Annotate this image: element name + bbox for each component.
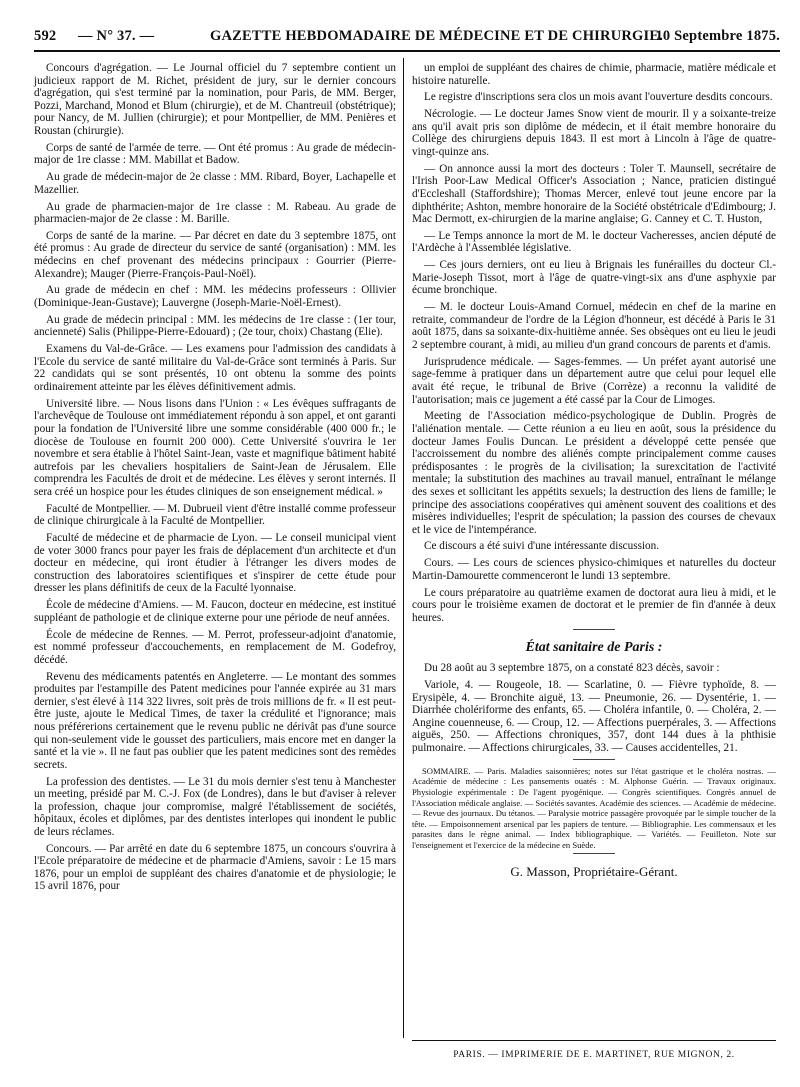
column-divider [403,58,404,1038]
paragraph: Corps de santé de l'armée de terre. — Ont été promus : Au grade de médecin-major de 1re classe : MM. Mabillat et Badow. [34,141,396,167]
separator [573,853,615,854]
etat-sanitaire-intro: Du 28 août au 3 septembre 1875, on a constaté 823 décès, savoir : [424,662,720,675]
paragraph: École de médecine de Rennes. — M. Perrot, professeur-adjoint d'anatomie, est nommé professeur d'accouchements, en remplacement de M. Godefroy, décédé. [34,628,396,666]
left-column [34,62,396,897]
printer-footer: PARIS. — IMPRIMERIE DE E. MARTINET, RUE MIGNON, 2. [453,1050,735,1060]
paragraph: — On annonce aussi la mort des docteurs : Toler T. Maunsell, secrétaire de l'Irish Poor-Law Medical Officer's Association ; Nance, praticien distingué d'Eccleshall (Staffordshire); Thomas Mercer, enlevé tout jeune encore par la diphthérite; Ashton, membre honoraire de la Société obstétricale d'Edimbourg; J. Mac Dermott, ex-chirurgien de la marine anglaise; G. Canney et C. T. Huston, [412,162,776,226]
right-column [412,62,776,879]
journal-title: GAZETTE HEBDOMADAIRE DE MÉDECINE ET DE CHIRURGIE. [210,28,664,44]
paragraph: Au grade de médecin principal : MM. les médecins de 1re classe : (1er tour, ancienneté) Salis (Philippe-Pierre-Edouard) ; (2e tour, choix) Chastang (Elie). [34,313,396,339]
paragraph: Concours d'agrégation. — Le Journal officiel du 7 septembre contient un judicieux rapport de M. Richet, président de jury, sur le dernier concours d'agrégation, qui s'est terminé par la nomination, pour Paris, de MM. Berger, Pozzi, Marchand, Monod et Blum (chirurgie), et de M. Chantreuil (obstétrique); pour Nancy, de M. Jullien (chirurgie); et pour Montpellier, de MM. Penières et Roustan (chirurgie). [34,62,396,137]
etat-sanitaire-body: Variole, 4. — Rougeole, 18. — Scarlatine, 0. — Fièvre typhoïde, 8. — Erysipèle, 4. — Bronchite aiguë, 13. — Pneumonie, 26. — Dysentérie, 1. — Diarrhée cholériforme des enfants, 65. — Choléra infantile, 0. — Choléra, 2. — Angine couenneuse, 6. — Croup, 12. — Affections puerpérales, 3. — Affections aiguës, 250. — Affections chroniques, 357, dont 144 dues à la phthisie pulmonaire. — Affections chirurgicales, 33. — Causes accidentelles, 21. [412,678,776,754]
paragraph: Jurisprudence médicale. — Sages-femmes. — Un préfet ayant autorisé une sage-femme à pratiquer dans un département autre que celui pour lequel elle avait été reçue, le tribunal de Brive (Corrèze) a reconnu la validité de l'autorisation; mais ce jugement a été cassé par la Cour de Limoges. [412,355,776,406]
paragraph: Le cours préparatoire au quatrième examen de doctorat aura lieu à midi, et le cours pour le troisième examen de doctorat et le premier de fin d'année à deux heures. [412,586,776,624]
separator [573,629,615,630]
paragraph: Université libre. — Nous lisons dans l'Union : « Les évêques suffragants de l'archevêque de Toulouse ont immédiatement répondu à son appel, et ont garanti pour la fondation de l'Université libre une somme considérable (400 000 fr.; le diocèse de Toulouse en fournit 200 000). Cette Université s'ouvrira le 1er novembre et sera établie à l'hôtel Saint-Jean, vaste et magnifique bâtiment habité autrefois par les chevaliers hospitaliers de Saint-Jean de Jérusalem. Elle comprendra les Facultés de droit et de médecine. Les élèves y seront internés. Il sera créé un hospice pour les études cliniques de son enseignement médical. » [34,397,396,498]
issue-date: 10 Septembre 1875. [655,28,780,44]
paragraph: Faculté de médecine et de pharmacie de Lyon. — Le conseil municipal vient de voter 3000 francs pour payer les frais de déplacement d'un architecte et d'un docteur en médecine, qui iront étudier à l'étranger les divers modes de construction des laboratoires scientifiques et s'inspirer de cette étude pour dresser les plans définitifs de ceux de la Faculté lyonnaise. [34,532,396,595]
paragraph: — Ces jours derniers, ont eu lieu à Brignais les funérailles du docteur Cl.-Marie-Joseph Tissot, mort à l'âge de quatre-vingt-six ans d'une asphyxie par écume bronchique. [412,259,776,297]
paragraph: Cours. — Les cours de sciences physico-chimiques et naturelles du docteur Martin-Damourette commenceront le lundi 13 septembre. [412,557,776,582]
paragraph: — M. le docteur Louis-Amand Cornuel, médecin en chef de la marine en retraite, commandeur de l'ordre de la Légion d'honneur, est décédé à Paris le 31 août 1875, dans sa soixante-dix-huitième année. Ses obsèques ont eu lieu le jeudi 2 septembre courant, à midi, au milieu d'un grand concours de parents et d'amis. [412,301,776,351]
paragraph: La profession des dentistes. — Le 31 du mois dernier s'est tenu à Manchester un meeting, présidé par M. C.-J. Fox (de Londres), dans le but d'aviser à relever la profession, chaque jour compromise, malgré l'établissement de sociétés, hôpitaux, écoles et diplômes, par des dentistes interlopes qui inondent le public de leurs réclames. [34,775,396,838]
paragraph: un emploi de suppléant des chaires de chimie, pharmacie, matière médicale et histoire naturelle. [412,62,776,87]
footer-rule [412,1040,776,1041]
paragraph: Au grade de médecin en chef : MM. les médecins professeurs : Ollivier (Dominique-Jean-Gustave); Lauvergne (Joseph-Marie-Noël-Ernest). [34,284,396,310]
paragraph: Examens du Val-de-Grâce. — Les examens pour l'admission des candidats à l'Ecole du service de santé militaire du Val-de-Grâce sont terminés à Paris. Sur 22 candidats qui se sont présentés, 10 ont obtenu la somme des points ordinairement atteinte par les élèves définitivement admis. [34,343,396,393]
issue-number: — N° 37. — [78,28,155,44]
sommaire [412,766,776,851]
etat-sanitaire-title: État sanitaire de Paris : [525,639,663,655]
paragraph: École de médecine d'Amiens. — M. Faucon, docteur en médecine, est institué suppléant de pathologie et de clinique externe pour une période de neuf années. [34,599,396,624]
right-column-paragraphs [412,62,776,624]
paragraph: Le registre d'inscriptions sera clos un mois avant l'ouverture desdits concours. [424,91,773,104]
paragraph: Au grade de médecin-major de 2e classe : MM. Ribard, Boyer, Lachapelle et Mazellier. [34,171,396,196]
sommaire-text: SOMMAIRE. — Paris. Maladies saisonnières; notes sur l'état gastrique et le choléra nostras. — Académie de médecine : Les pansements ouatés : M. Alphonse Guérin. — Travaux originaux. Physiologie expérimentale : De l'agent pyogénique. — Congrès scientifiques. Congrès annuel de l'Association médicale anglaise. — Sociétés savantes. Académie des sciences. — Académie de médecine. — Revue des journaux. Du tétanos. — Paralysie motrice passagère provoquée par le simple toucher de la tête. — Empoisonnement arsenical par les papiers de tenture. — Bibliographie. Les commensaux et les parasites dans le règne animal. — Index bibliographique. — Variétés. — Feuilleton. Note sur l'enseignement et l'exercice de la médecine en Suède. [412,765,776,850]
page-number: 592 [34,28,57,44]
paragraph: Corps de santé de la marine. — Par décret en date du 3 septembre 1875, ont été promus : Au grade de directeur du service de santé (organisation) : MM. les médecins en chef provenant des médecins principaux : Gourrier (Pierre-Alexandre); Mauger (Pierre-François-Paul-Noël). [34,229,396,280]
separator [573,759,615,760]
paragraph: — Le Temps annonce la mort de M. le docteur Vacheresses, ancien député de l'Ardèche à l'Assemblée législative. [412,229,776,255]
paragraph: Au grade de pharmacien-major de 1re classe : M. Rabeau. Au grade de pharmacien-major de 2e classe : M. Barille. [34,200,396,226]
paragraph: Nécrologie. — Le docteur James Snow vient de mourir. Il y a soixante-treize ans qu'il avait pris son diplôme de médecin, et il était membre honoraire du Collège des chirurgiens depuis 1843. Il est mort à Lincoln à l'âge de quatre-vingt-quinze ans. [412,108,776,158]
page-header [34,28,780,48]
paragraph: Faculté de Montpellier. — M. Dubrueil vient d'être installé comme professeur de clinique chirurgicale à la Faculté de Montpellier. [34,502,396,528]
signature: G. Masson, Propriétaire-Gérant. [510,864,678,880]
paragraph: Meeting de l'Association médico-psychologique de Dublin. Progrès de l'aliénation mentale. — Cette réunion a eu lieu en août, sous la présidence du docteur James Foulis Duncan. Le président a développé cette pensée que l'accroissement du nombre des aliénés compte principalement comme causes prédisposantes : le progrès de la civilisation; la surexcitation de l'activité mentale; la substitution des machines au travail manuel, entraînant le mélange des sexes et sollicitant les appétits sexuels; la destruction des liens de famille; le principe des associations coopératives qui amènent souvent des coalitions et des misères individuelles; l'esprit de spéculation; la passion des courses de chevaux et le vice de l'intempérance. [412,410,776,536]
paragraph: Revenu des médicaments patentés en Angleterre. — Le montant des sommes produites par l'estampille des Patent medicines pour l'année expirée au 31 mars dernier, s'est élevé à 114 322 livres, soit près de trois millions de fr. « Il est peut-être juste, ajoute le Medical Times, de taxer la crédulité et l'ignorance; mais nous préférerions certainement que le revenu public ne dérivât pas d'une source qui non-seulement vide le gousset des particuliers, mais encore met en danger la santé et la vie ». Il ne faut pas oublier que les patent medicines sont des remèdes secrets. [34,670,396,771]
paragraph: Ce discours a été suivi d'une intéressante discussion. [424,540,660,553]
header-rule [34,50,780,52]
paragraph: Concours. — Par arrêté en date du 6 septembre 1875, un concours s'ouvrira à l'Ecole préparatoire de médecine et de pharmacie d'Amiens, savoir : Le 15 mars 1876, pour un emploi de suppléant des chaires d'anatomie et de physiologie; le 15 avril 1876, pour [34,842,396,893]
